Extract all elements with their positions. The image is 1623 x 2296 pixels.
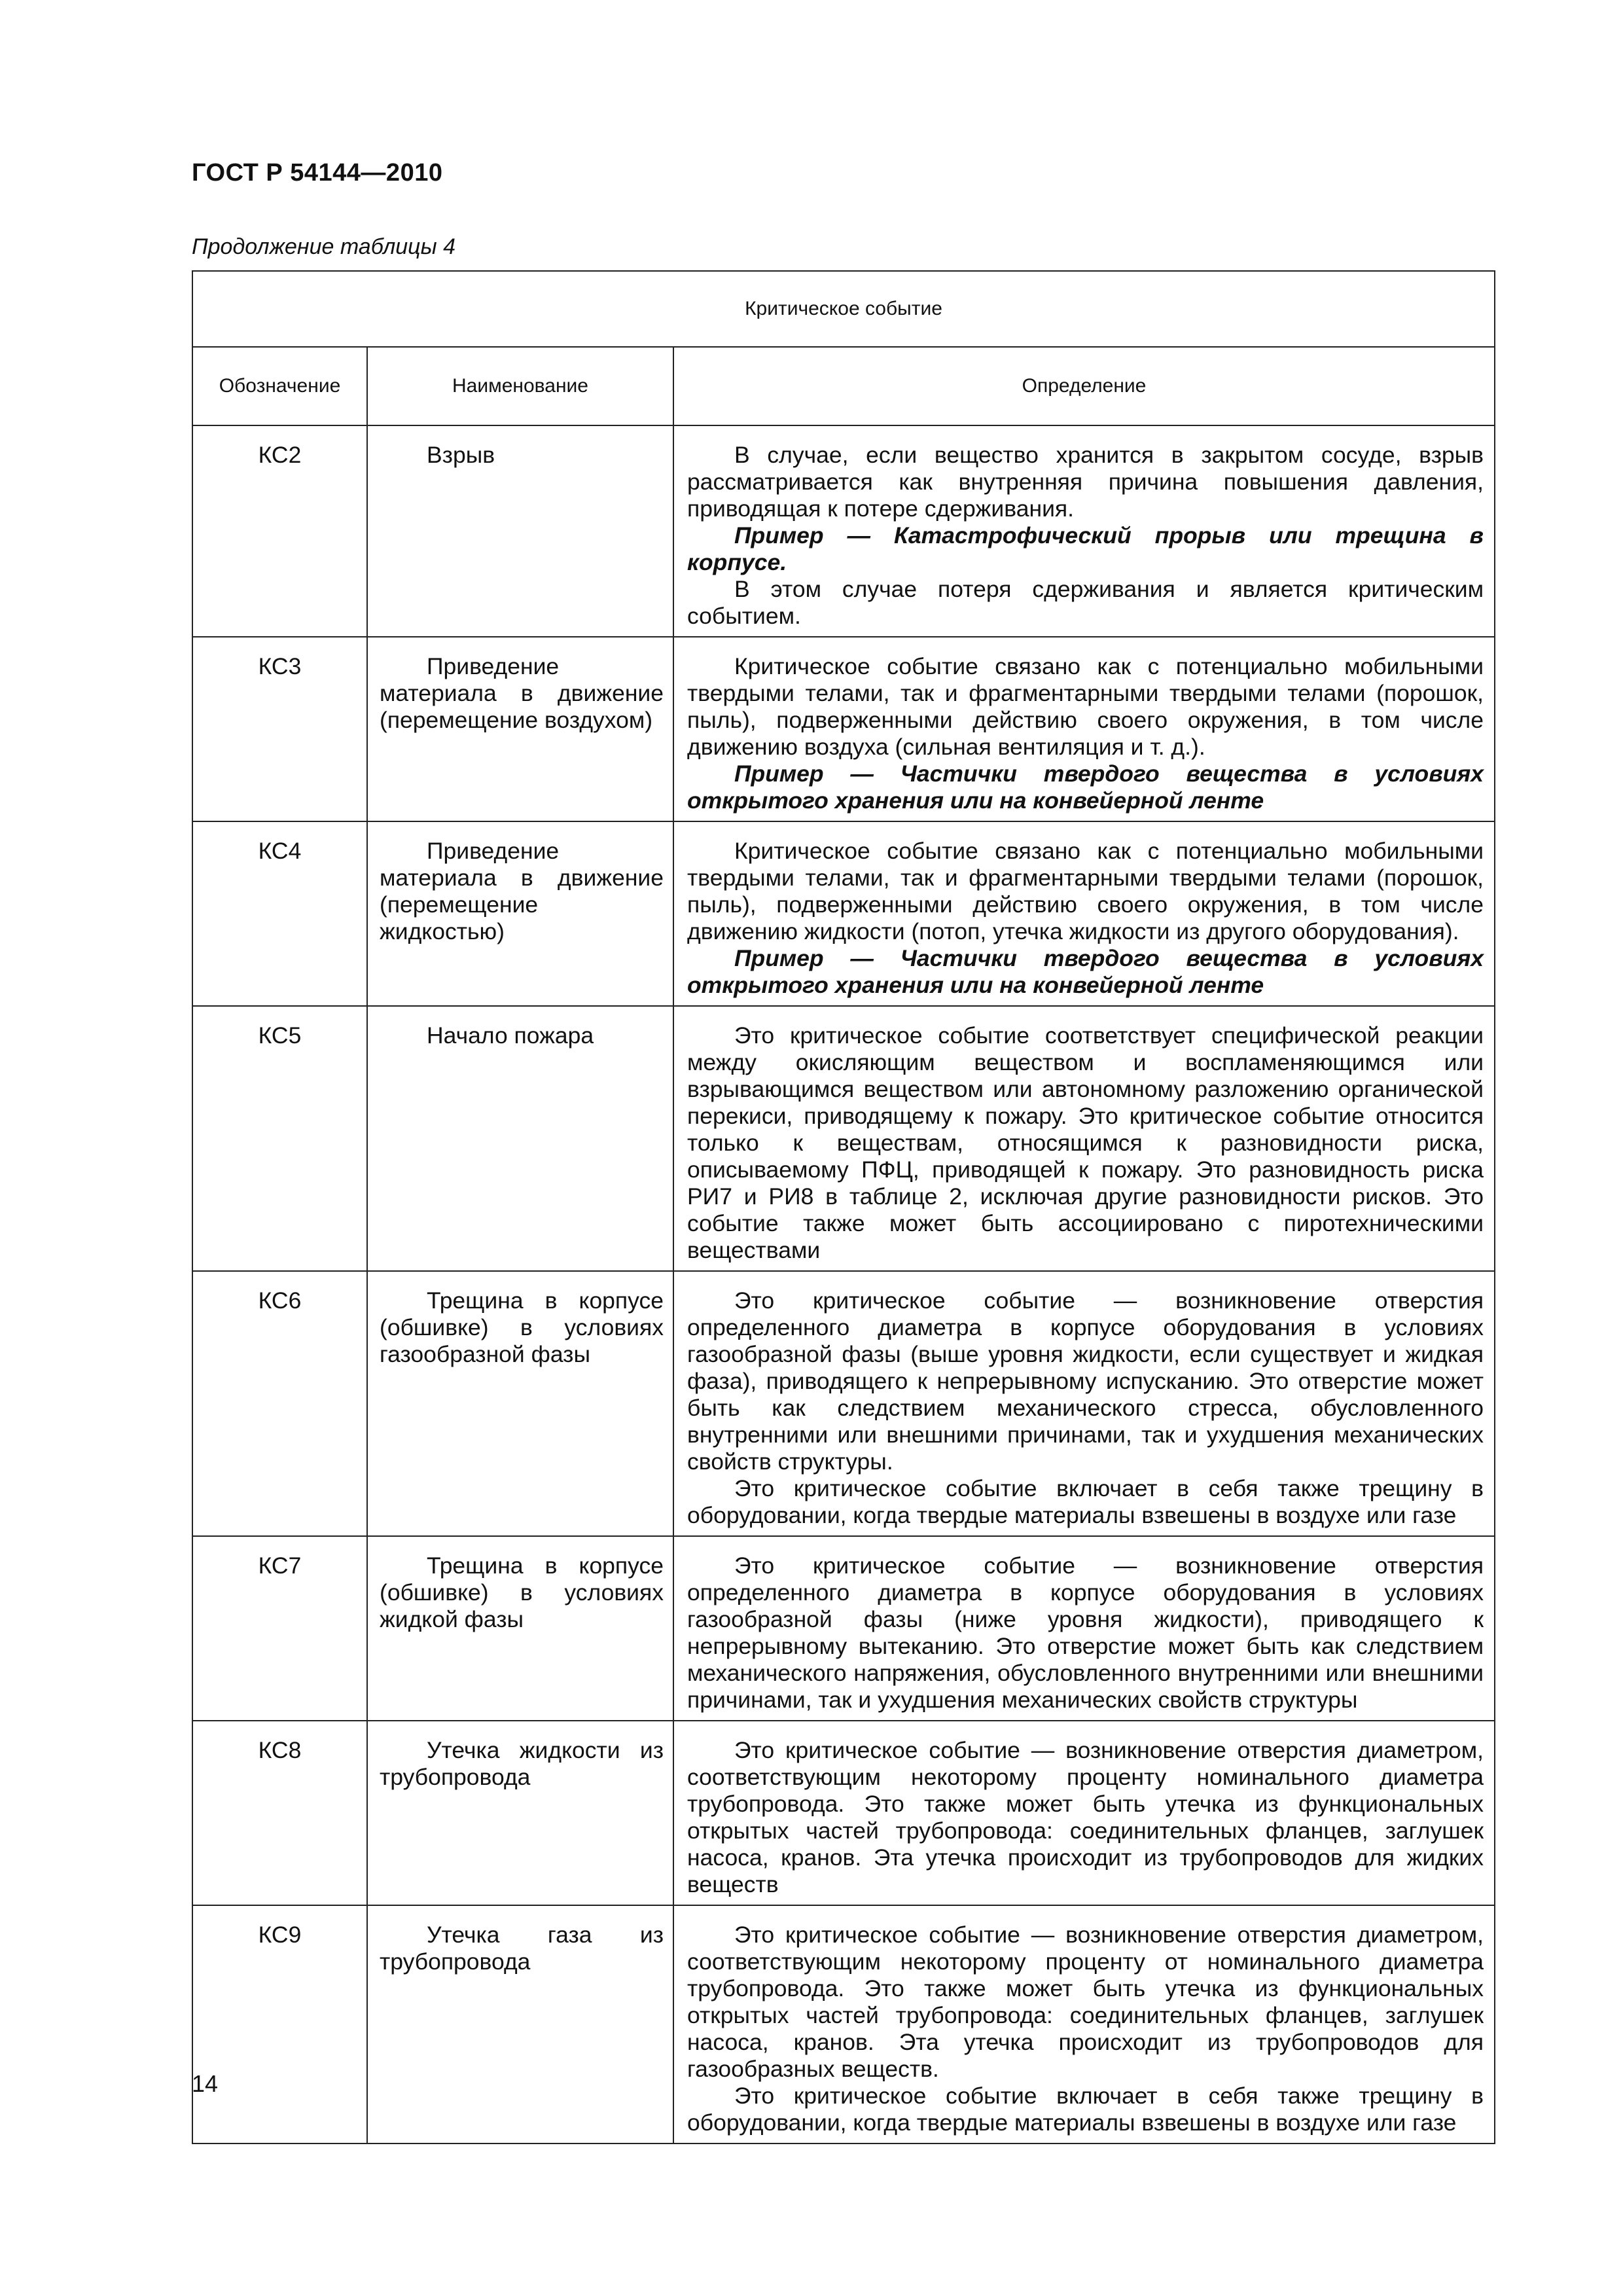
event-definition-cell (673, 1721, 1495, 1905)
definition-paragraph: Это критическое событие включает в себя также трещину в оборудовании, когда твердые материалы взвешены в воздухе или газе (687, 1475, 1484, 1528)
definition-paragraph: Это критическое событие соответствует специфической реакции между окисляющим веществом и воспламеняющимся или взрывающимся веществом или автономному разложению органической перекиси, приводящему к пожару. Это критическое событие относится только к веществам, относящимся к разновидности риска, описываемому ПФЦ, приводящей к пожару. Это разновидность риска РИ7 и РИ8 в таблице 2, исключая другие разновидности рисков. Это событие также может быть ассоциировано с пиротехническими веществами (687, 1022, 1484, 1263)
table-row (192, 425, 1495, 637)
critical-events-table (192, 270, 1495, 2144)
event-name-cell (367, 425, 673, 637)
column-header-definition: Определение (673, 347, 1495, 425)
event-definition-cell (673, 1006, 1495, 1271)
table-row (192, 637, 1495, 821)
event-name: Утечка жидкости из трубопровода (380, 1737, 664, 1790)
definition-paragraph: Критическое событие связано как с потенциально мобильными твердыми телами, так и фрагментарными твердыми телами (порошок, пыль), подверженными действию своего окружения, в том числе движению воздуха (сильная вентиляция и т. д.). (687, 653, 1484, 760)
definition-paragraph: Это критическое событие — возникновение отверстия определенного диаметра в корпусе оборудования в условиях газообразной фазы (ниже уровня жидкости), приводящего к непрерывному вытеканию. Это отверстие может быть как следствием механического напряжения, обусловленного внутренними или внешними причинами, так и ухудшения механических свойств структуры (687, 1552, 1484, 1713)
table-caption: Продолжение таблицы 4 (192, 234, 455, 259)
example-paragraph: Пример — Катастрофический прорыв или трещина в корпусе. (687, 522, 1484, 575)
event-name-cell (367, 1905, 673, 2144)
event-definition-cell (673, 1905, 1495, 2144)
example-paragraph: Пример — Частички твердого вещества в условиях открытого хранения или на конвейерной ленте (687, 945, 1484, 998)
definition-paragraph: В случае, если вещество хранится в закрытом сосуде, взрыв рассматривается как внутренняя причина повышения давления, приводящая к потере сдерживания. (687, 442, 1484, 522)
table-row (192, 821, 1495, 1006)
event-definition-cell (673, 1271, 1495, 1536)
event-name-cell (367, 1721, 673, 1905)
event-name: Начало пожара (427, 1022, 594, 1049)
event-code: КС6 (192, 1271, 367, 1536)
event-code: КС4 (192, 821, 367, 1006)
event-name: Взрыв (427, 442, 495, 468)
event-name-cell (367, 637, 673, 821)
event-name: Трещина в корпусе (обшивке) в условиях жидкой фазы (380, 1552, 664, 1632)
table-row (192, 1721, 1495, 1905)
definition-paragraph: Это критическое событие — возникновение отверстия диаметром, соответствующим некоторому проценту номинального диаметра трубопровода. Это также может быть утечка из функциональных открытых частей трубопровода: соединительных фланцев, заглушек насоса, кранов. Эта утечка происходит из трубопроводов для жидких веществ (687, 1737, 1484, 1897)
event-code: КС5 (192, 1006, 367, 1271)
table-row (192, 1536, 1495, 1721)
definition-paragraph: В этом случае потеря сдерживания и является критическим событием. (687, 576, 1484, 629)
column-header-code: Обозначение (192, 347, 367, 425)
event-name: Утечка газа из трубопровода (380, 1922, 664, 1975)
page-number: 14 (192, 2070, 219, 2097)
example-paragraph: Пример — Частички твердого вещества в условиях открытого хранения или на конвейерной ленте (687, 761, 1484, 814)
event-definition-cell (673, 637, 1495, 821)
table-column-headers (192, 347, 1495, 425)
table-row (192, 1006, 1495, 1271)
column-header-name: Наименование (367, 347, 673, 425)
event-code: КС9 (192, 1905, 367, 2144)
definition-paragraph: Критическое событие связано как с потенциально мобильными твердыми телами, так и фрагментарными твердыми телами (порошок, пыль), подверженными действию своего окружения, в том числе движению жидкости (потоп, утечка жидкости из другого оборудования). (687, 838, 1484, 944)
event-code: КС3 (192, 637, 367, 821)
event-name: Трещина в корпусе (обшивке) в условиях газообразной фазы (380, 1287, 664, 1367)
definition-paragraph: Это критическое событие включает в себя также трещину в оборудовании, когда твердые материалы взвешены в воздухе или газе (687, 2083, 1484, 2136)
table-row (192, 1905, 1495, 2144)
event-name-cell (367, 1536, 673, 1721)
event-definition-cell (673, 425, 1495, 637)
event-code: КС7 (192, 1536, 367, 1721)
event-code: КС2 (192, 425, 367, 637)
event-definition-cell (673, 1536, 1495, 1721)
definition-paragraph: Это критическое событие — возникновение отверстия диаметром, соответствующим некоторому проценту от номинального диаметра трубопровода. Это также может быть утечка из функциональных открытых частей трубопровода: соединительных фланцев, заглушек насоса, кранов. Эта утечка происходит из трубопроводов для газообразных веществ. (687, 1922, 1484, 2082)
event-code: КС8 (192, 1721, 367, 1905)
event-name: Приведение материала в движение (перемещение жидкостью) (380, 838, 664, 944)
document-header: ГОСТ Р 54144—2010 (192, 159, 443, 187)
event-definition-cell (673, 821, 1495, 1006)
event-name: Приведение материала в движение (перемещение воздухом) (380, 653, 664, 733)
event-name-cell (367, 1006, 673, 1271)
table-row (192, 1271, 1495, 1536)
definition-paragraph: Это критическое событие — возникновение отверстия определенного диаметра в корпусе оборудования в условиях газообразной фазы (выше уровня жидкости, если существует и жидкая фаза), приводящего к непрерывному испусканию. Это отверстие может быть как следствием механического стресса, обусловленного внутренними или внешними причинами, так и ухудшения механических свойств структуры. (687, 1287, 1484, 1475)
table-super-header: Критическое событие (192, 271, 1495, 347)
event-name-cell (367, 821, 673, 1006)
event-name-cell (367, 1271, 673, 1536)
